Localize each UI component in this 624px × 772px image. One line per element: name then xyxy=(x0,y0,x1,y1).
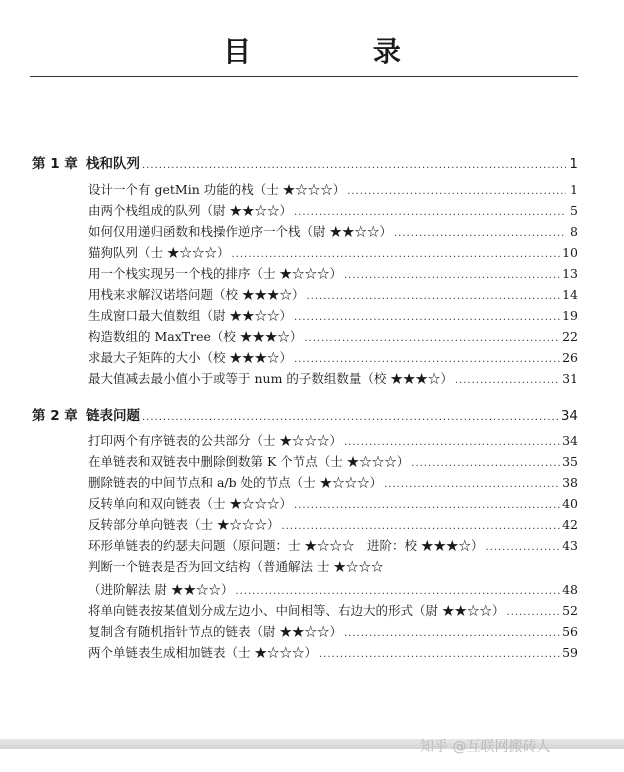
leader-dots xyxy=(235,586,560,597)
title-rule xyxy=(30,76,578,77)
chapter-2-heading[interactable] xyxy=(32,404,578,424)
toc-entry[interactable] xyxy=(88,306,578,324)
leader-dots xyxy=(294,500,560,511)
toc-entry[interactable] xyxy=(88,536,578,554)
leader-dots xyxy=(347,186,566,197)
page-number: 8 xyxy=(570,224,578,239)
page-number: 22 xyxy=(562,329,578,344)
page-number: 1 xyxy=(569,156,578,172)
page-number: 1 xyxy=(570,182,578,197)
toc-entry[interactable] xyxy=(88,243,578,261)
entry-title: 在单链表和双链表中删除倒数第 K 个节点（士 ★☆☆☆） xyxy=(88,454,410,469)
leader-dots xyxy=(485,542,560,553)
toc-entry[interactable] xyxy=(88,452,578,470)
toc-entry[interactable] xyxy=(88,622,578,640)
entry-title: 由两个栈组成的队列（尉 ★★☆☆） xyxy=(88,203,292,218)
entry-title: 环形单链表的约瑟夫问题（原问题：士 ★☆☆☆ 进阶：校 ★★★☆） xyxy=(88,538,484,553)
toc-entry[interactable] xyxy=(88,369,578,387)
toc-entry-continuation[interactable] xyxy=(88,580,578,598)
toc-entry[interactable] xyxy=(88,431,578,449)
leader-dots xyxy=(142,412,559,423)
toc-entry[interactable] xyxy=(88,494,578,512)
leader-dots xyxy=(281,521,560,532)
leader-dots xyxy=(344,437,560,448)
entry-title: 生成窗口最大值数组（尉 ★★☆☆） xyxy=(88,308,292,323)
leader-dots xyxy=(142,160,566,171)
chapter-1-heading[interactable] xyxy=(32,152,578,172)
entry-title: 用栈来求解汉诺塔问题（校 ★★★☆） xyxy=(88,287,305,302)
toc-entry[interactable] xyxy=(88,327,578,345)
entry-title: 设计一个有 getMin 功能的栈（士 ★☆☆☆） xyxy=(88,182,346,197)
toc-entry[interactable] xyxy=(88,515,578,533)
page-number: 5 xyxy=(570,203,578,218)
chapter-number: 第 1 章 xyxy=(32,156,78,172)
entry-title: 反转单向和双向链表（士 ★☆☆☆） xyxy=(88,496,292,511)
entry-title: 删除链表的中间节点和 a/b 处的节点（士 ★☆☆☆） xyxy=(88,475,383,490)
page-number: 19 xyxy=(562,308,578,323)
entry-title: 猫狗队列（士 ★☆☆☆） xyxy=(88,245,230,260)
toc-entry[interactable] xyxy=(88,643,578,661)
entry-title: 求最大子矩阵的大小（校 ★★★☆） xyxy=(88,350,292,365)
page-number: 40 xyxy=(562,496,578,511)
page-number: 52 xyxy=(562,603,578,618)
chapter-name: 链表问题 xyxy=(86,408,140,424)
entry-title: 复制含有随机指针节点的链表（尉 ★★☆☆） xyxy=(88,624,342,639)
leader-dots xyxy=(394,228,566,239)
page-title: 目 录 xyxy=(223,35,457,68)
page-number: 13 xyxy=(562,266,578,281)
page-number: 38 xyxy=(562,475,578,490)
page-number: 26 xyxy=(562,350,578,365)
leader-dots xyxy=(306,291,560,302)
entry-title: 反转部分单向链表（士 ★☆☆☆） xyxy=(88,517,280,532)
page-number: 43 xyxy=(562,538,578,553)
page-number: 10 xyxy=(562,245,578,260)
toc-entry[interactable] xyxy=(88,264,578,282)
leader-dots xyxy=(294,354,560,365)
toc-entry[interactable] xyxy=(88,285,578,303)
toc-entry[interactable] xyxy=(88,348,578,366)
entry-title: 将单向链表按某值划分成左边小、中间相等、右边大的形式（尉 ★★☆☆） xyxy=(88,603,505,618)
leader-dots xyxy=(455,375,560,386)
entry-title: 判断一个链表是否为回文结构（普通解法 士 ★☆☆☆ xyxy=(88,559,384,574)
leader-dots xyxy=(231,249,560,260)
leader-dots xyxy=(304,333,560,344)
leader-dots xyxy=(344,628,560,639)
entry-title: 最大值减去最小值小于或等于 num 的子数组数量（校 ★★★☆） xyxy=(88,371,453,386)
toc-entry[interactable] xyxy=(88,601,578,619)
toc-entry[interactable] xyxy=(88,201,578,219)
entry-title: 用一个栈实现另一个栈的排序（士 ★☆☆☆） xyxy=(88,266,342,281)
chapter-number: 第 2 章 xyxy=(32,408,78,424)
entry-title: 两个单链表生成相加链表（士 ★☆☆☆） xyxy=(88,645,317,660)
entry-title: （进阶解法 尉 ★★☆☆） xyxy=(88,582,234,597)
leader-dots xyxy=(319,649,560,660)
chapter-name: 栈和队列 xyxy=(86,156,140,172)
toc-entry[interactable] xyxy=(88,180,578,198)
leader-dots xyxy=(384,479,560,490)
toc-entry[interactable] xyxy=(88,222,578,240)
page-number: 56 xyxy=(562,624,578,639)
page-number: 34 xyxy=(562,433,578,448)
page-number: 31 xyxy=(562,371,578,386)
leader-dots xyxy=(411,458,560,469)
page-number: 35 xyxy=(562,454,578,469)
leader-dots xyxy=(294,312,560,323)
entry-title: 打印两个有序链表的公共部分（士 ★☆☆☆） xyxy=(88,433,342,448)
toc-entry[interactable] xyxy=(88,473,578,491)
page-number: 42 xyxy=(562,517,578,532)
page-number: 34 xyxy=(560,408,578,424)
page-number: 59 xyxy=(562,645,578,660)
leader-dots xyxy=(294,207,566,218)
toc-entry[interactable] xyxy=(88,557,578,575)
leader-dots xyxy=(506,607,560,618)
entry-title: 如何仅用递归函数和栈操作逆序一个栈（尉 ★★☆☆） xyxy=(88,224,392,239)
leader-dots xyxy=(344,270,560,281)
entry-title: 构造数组的 MaxTree（校 ★★★☆） xyxy=(88,329,303,344)
page-number: 14 xyxy=(562,287,578,302)
page-number: 48 xyxy=(562,582,578,597)
watermark: 知乎 @互联网搬砖人 xyxy=(420,739,551,755)
